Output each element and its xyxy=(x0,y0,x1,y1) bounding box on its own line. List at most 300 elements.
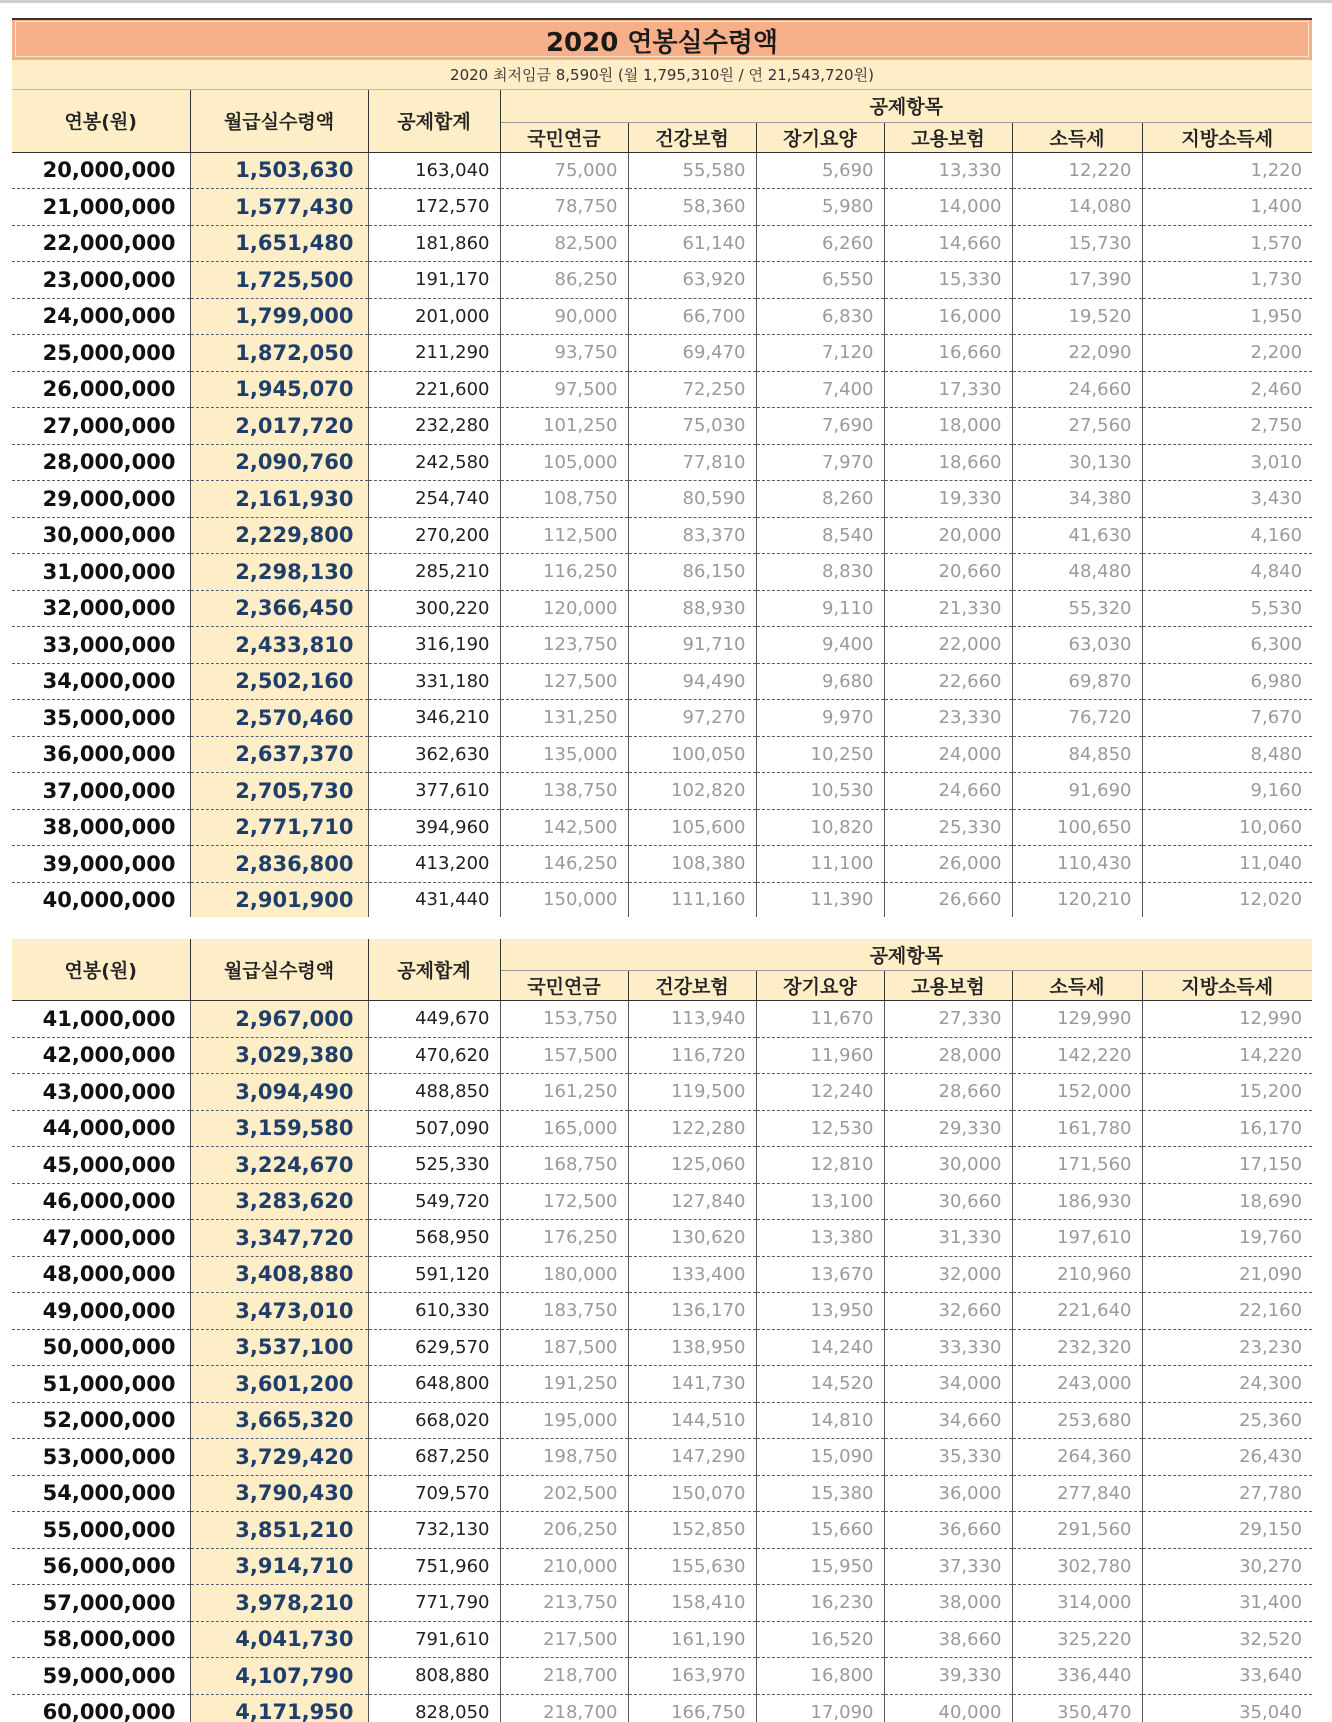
pension-cell: 116,250 xyxy=(500,554,628,591)
income-tax-cell: 152,000 xyxy=(1012,1074,1142,1111)
deduction-total-cell: 172,570 xyxy=(368,189,500,226)
health-cell: 119,500 xyxy=(628,1074,756,1111)
income-tax-cell: 314,000 xyxy=(1012,1585,1142,1622)
local-tax-cell: 5,530 xyxy=(1142,590,1312,627)
local-tax-cell: 7,670 xyxy=(1142,700,1312,737)
deduction-total-cell: 163,040 xyxy=(368,152,500,189)
deduction-total-cell: 828,050 xyxy=(368,1694,500,1722)
longterm-care-cell: 8,540 xyxy=(756,517,884,554)
health-cell: 163,970 xyxy=(628,1658,756,1695)
pension-cell: 146,250 xyxy=(500,846,628,883)
income-tax-cell: 232,320 xyxy=(1012,1329,1142,1366)
longterm-care-cell: 15,950 xyxy=(756,1548,884,1585)
pension-cell: 150,000 xyxy=(500,882,628,917)
deduction-total-cell: 211,290 xyxy=(368,335,500,372)
monthly-net-cell: 3,224,670 xyxy=(190,1147,368,1184)
income-tax-cell: 55,320 xyxy=(1012,590,1142,627)
health-cell: 141,730 xyxy=(628,1366,756,1403)
salary-cell: 36,000,000 xyxy=(12,736,190,773)
employment-cell: 34,660 xyxy=(884,1402,1012,1439)
salary-cell: 32,000,000 xyxy=(12,590,190,627)
monthly-net-cell: 3,473,010 xyxy=(190,1293,368,1330)
table-row xyxy=(12,481,1312,518)
local-tax-cell: 31,400 xyxy=(1142,1585,1312,1622)
health-cell: 66,700 xyxy=(628,298,756,335)
health-cell: 91,710 xyxy=(628,627,756,664)
health-cell: 111,160 xyxy=(628,882,756,917)
income-tax-cell: 48,480 xyxy=(1012,554,1142,591)
table-row xyxy=(12,1694,1312,1722)
pension-cell: 86,250 xyxy=(500,262,628,299)
header-item: 지방소득세 xyxy=(1142,971,1312,1001)
longterm-care-cell: 10,530 xyxy=(756,773,884,810)
monthly-net-cell: 1,725,500 xyxy=(190,262,368,299)
health-cell: 133,400 xyxy=(628,1256,756,1293)
monthly-net-cell: 1,577,430 xyxy=(190,189,368,226)
table-row xyxy=(12,152,1312,189)
employment-cell: 32,000 xyxy=(884,1256,1012,1293)
income-tax-cell: 129,990 xyxy=(1012,1001,1142,1038)
deduction-total-cell: 449,670 xyxy=(368,1001,500,1038)
table-row xyxy=(12,225,1312,262)
salary-cell: 48,000,000 xyxy=(12,1256,190,1293)
header-monthly: 월급실수령액 xyxy=(190,90,368,152)
deduction-total-cell: 270,200 xyxy=(368,517,500,554)
monthly-net-cell: 1,945,070 xyxy=(190,371,368,408)
local-tax-cell: 30,270 xyxy=(1142,1548,1312,1585)
employment-cell: 34,000 xyxy=(884,1366,1012,1403)
income-tax-cell: 325,220 xyxy=(1012,1621,1142,1658)
salary-cell: 22,000,000 xyxy=(12,225,190,262)
header-item: 장기요양 xyxy=(756,122,884,152)
longterm-care-cell: 15,660 xyxy=(756,1512,884,1549)
salary-cell: 29,000,000 xyxy=(12,481,190,518)
deduction-total-cell: 687,250 xyxy=(368,1439,500,1476)
deduction-total-cell: 791,610 xyxy=(368,1621,500,1658)
local-tax-cell: 12,020 xyxy=(1239,888,1303,910)
local-tax-cell: 4,840 xyxy=(1142,554,1312,591)
monthly-net-cell: 2,570,460 xyxy=(190,700,368,737)
salary-cell: 45,000,000 xyxy=(12,1147,190,1184)
deduction-total-cell: 221,600 xyxy=(368,371,500,408)
longterm-care-cell: 11,100 xyxy=(756,846,884,883)
salary-cell: 20,000,000 xyxy=(12,152,190,189)
table-row xyxy=(12,773,1312,810)
deduction-total-cell: 507,090 xyxy=(368,1110,500,1147)
health-cell: 150,070 xyxy=(628,1475,756,1512)
health-cell: 108,380 xyxy=(628,846,756,883)
employment-cell: 38,660 xyxy=(884,1621,1012,1658)
monthly-net-cell: 2,161,930 xyxy=(190,481,368,518)
deduction-total-cell: 331,180 xyxy=(368,663,500,700)
pension-cell: 168,750 xyxy=(500,1147,628,1184)
local-tax-cell: 1,220 xyxy=(1142,152,1312,189)
salary-cell: 37,000,000 xyxy=(12,773,190,810)
health-cell: 88,930 xyxy=(628,590,756,627)
table-row xyxy=(12,554,1312,591)
monthly-net-cell: 2,366,450 xyxy=(190,590,368,627)
longterm-care-cell: 14,810 xyxy=(756,1402,884,1439)
salary-cell: 60,000,000 xyxy=(12,1694,190,1722)
monthly-net-cell: 3,537,100 xyxy=(190,1329,368,1366)
table-row xyxy=(12,846,1312,883)
pension-cell: 161,250 xyxy=(500,1074,628,1111)
income-tax-cell: 302,780 xyxy=(1012,1548,1142,1585)
salary-cell: 24,000,000 xyxy=(12,298,190,335)
table-row xyxy=(12,700,1312,737)
table-row xyxy=(12,1147,1312,1184)
employment-cell: 37,330 xyxy=(884,1548,1012,1585)
employment-cell: 33,330 xyxy=(884,1329,1012,1366)
pension-cell: 218,700 xyxy=(500,1694,628,1722)
health-cell: 55,580 xyxy=(628,152,756,189)
longterm-care-cell: 13,380 xyxy=(756,1220,884,1257)
monthly-net-cell: 3,978,210 xyxy=(190,1585,368,1622)
health-cell: 125,060 xyxy=(628,1147,756,1184)
pension-cell: 78,750 xyxy=(500,189,628,226)
monthly-net-cell: 3,851,210 xyxy=(190,1512,368,1549)
pension-cell: 82,500 xyxy=(500,225,628,262)
salary-cell: 54,000,000 xyxy=(12,1475,190,1512)
longterm-care-cell: 6,830 xyxy=(756,298,884,335)
pension-cell: 101,250 xyxy=(500,408,628,445)
pension-cell: 112,500 xyxy=(500,517,628,554)
pension-cell: 206,250 xyxy=(500,1512,628,1549)
income-tax-cell: 63,030 xyxy=(1012,627,1142,664)
health-cell: 69,470 xyxy=(628,335,756,372)
monthly-net-cell: 2,229,800 xyxy=(190,517,368,554)
longterm-care-cell: 13,100 xyxy=(756,1183,884,1220)
income-tax-cell: 277,840 xyxy=(1012,1475,1142,1512)
income-tax-cell: 186,930 xyxy=(1012,1183,1142,1220)
health-cell: 102,820 xyxy=(628,773,756,810)
employment-cell: 40,000 xyxy=(884,1694,1012,1722)
longterm-care-cell: 7,970 xyxy=(756,444,884,481)
health-cell: 75,030 xyxy=(628,408,756,445)
deduction-total-cell: 568,950 xyxy=(368,1220,500,1257)
deduction-total-cell: 242,580 xyxy=(368,444,500,481)
header-item: 고용보험 xyxy=(884,122,1012,152)
local-tax-cell: 6,980 xyxy=(1142,663,1312,700)
sheet-subtitle: 2020 최저임금 8,590원 (월 1,795,310원 / 연 21,543,720원) xyxy=(12,60,1312,90)
table-row xyxy=(12,1293,1312,1330)
deduction-total-cell: 316,190 xyxy=(368,627,500,664)
health-cell: 63,920 xyxy=(628,262,756,299)
header-item: 장기요양 xyxy=(756,971,884,1001)
income-tax-cell: 17,390 xyxy=(1012,262,1142,299)
monthly-net-cell: 4,041,730 xyxy=(190,1621,368,1658)
salary-cell: 52,000,000 xyxy=(12,1402,190,1439)
local-tax-cell: 12,990 xyxy=(1142,1001,1312,1038)
employment-cell: 35,330 xyxy=(884,1439,1012,1476)
table-row xyxy=(12,1585,1312,1622)
salary-cell: 40,000,000 xyxy=(12,882,190,917)
income-tax-cell: 24,660 xyxy=(1012,371,1142,408)
employment-cell: 17,330 xyxy=(884,371,1012,408)
employment-cell: 28,000 xyxy=(884,1037,1012,1074)
header-item: 건강보험 xyxy=(628,122,756,152)
table-row xyxy=(12,335,1312,372)
table-row xyxy=(12,882,1312,917)
income-tax-cell: 110,430 xyxy=(1012,846,1142,883)
local-tax-cell: 33,640 xyxy=(1142,1658,1312,1695)
local-tax-cell: 3,010 xyxy=(1142,444,1312,481)
salary-table-1 xyxy=(12,90,1312,917)
pension-cell: 172,500 xyxy=(500,1183,628,1220)
employment-cell: 36,000 xyxy=(884,1475,1012,1512)
longterm-care-cell: 16,520 xyxy=(756,1621,884,1658)
employment-cell: 14,660 xyxy=(884,225,1012,262)
salary-cell: 51,000,000 xyxy=(12,1366,190,1403)
table-row xyxy=(12,1366,1312,1403)
local-tax-cell: 24,300 xyxy=(1142,1366,1312,1403)
local-tax-cell: 21,090 xyxy=(1142,1256,1312,1293)
employment-cell: 30,000 xyxy=(884,1147,1012,1184)
local-tax-cell: 23,230 xyxy=(1142,1329,1312,1366)
employment-cell: 18,660 xyxy=(884,444,1012,481)
local-tax-cell: 2,460 xyxy=(1142,371,1312,408)
longterm-care-cell: 9,110 xyxy=(756,590,884,627)
longterm-care-cell: 8,830 xyxy=(756,554,884,591)
health-cell: 72,250 xyxy=(628,371,756,408)
employment-cell: 19,330 xyxy=(884,481,1012,518)
income-tax-cell: 76,720 xyxy=(1012,700,1142,737)
table-row xyxy=(12,517,1312,554)
income-tax-cell: 161,780 xyxy=(1012,1110,1142,1147)
income-tax-cell: 69,870 xyxy=(1012,663,1142,700)
health-cell: 136,170 xyxy=(628,1293,756,1330)
employment-cell: 29,330 xyxy=(884,1110,1012,1147)
monthly-net-cell: 2,901,900 xyxy=(190,882,368,917)
employment-cell: 32,660 xyxy=(884,1293,1012,1330)
table-row xyxy=(12,371,1312,408)
header-monthly: 월급실수령액 xyxy=(190,939,368,1001)
deduction-total-cell: 181,860 xyxy=(368,225,500,262)
monthly-net-cell: 3,347,720 xyxy=(190,1220,368,1257)
income-tax-cell: 91,690 xyxy=(1012,773,1142,810)
sheet-title: 2020 연봉실수령액 xyxy=(12,18,1312,60)
header-item: 지방소득세 xyxy=(1142,122,1312,152)
longterm-care-cell: 7,120 xyxy=(756,335,884,372)
health-cell: 80,590 xyxy=(628,481,756,518)
local-tax-cell: 19,760 xyxy=(1142,1220,1312,1257)
monthly-net-cell: 3,790,430 xyxy=(190,1475,368,1512)
local-tax-cell: 1,730 xyxy=(1142,262,1312,299)
pension-cell: 187,500 xyxy=(500,1329,628,1366)
salary-cell: 27,000,000 xyxy=(12,408,190,445)
longterm-care-cell: 17,090 xyxy=(756,1694,884,1722)
health-cell: 166,750 xyxy=(628,1694,756,1722)
employment-cell: 24,000 xyxy=(884,736,1012,773)
local-tax-cell: 1,950 xyxy=(1142,298,1312,335)
table-row xyxy=(12,1074,1312,1111)
deduction-total-cell: 648,800 xyxy=(368,1366,500,1403)
salary-cell: 56,000,000 xyxy=(12,1548,190,1585)
pension-cell: 131,250 xyxy=(500,700,628,737)
longterm-care-cell: 9,680 xyxy=(756,663,884,700)
local-tax-cell: 18,690 xyxy=(1142,1183,1312,1220)
pension-cell: 138,750 xyxy=(500,773,628,810)
deduction-total-cell: 285,210 xyxy=(368,554,500,591)
income-tax-cell: 22,090 xyxy=(1012,335,1142,372)
monthly-net-cell: 3,094,490 xyxy=(190,1074,368,1111)
table-row xyxy=(12,1512,1312,1549)
longterm-care-cell: 6,550 xyxy=(756,262,884,299)
longterm-care-cell: 7,690 xyxy=(756,408,884,445)
header-item: 국민연금 xyxy=(500,122,628,152)
header-item: 고용보험 xyxy=(884,971,1012,1001)
pension-cell: 108,750 xyxy=(500,481,628,518)
pension-cell: 123,750 xyxy=(500,627,628,664)
header-salary: 연봉(원) xyxy=(12,90,190,152)
employment-cell: 39,330 xyxy=(884,1658,1012,1695)
monthly-net-cell: 3,914,710 xyxy=(190,1548,368,1585)
table-row xyxy=(12,1110,1312,1147)
monthly-net-cell: 4,107,790 xyxy=(190,1658,368,1695)
deduction-total-cell: 201,000 xyxy=(368,298,500,335)
deduction-total-cell: 413,200 xyxy=(368,846,500,883)
table-row xyxy=(12,1658,1312,1695)
employment-cell: 25,330 xyxy=(884,809,1012,846)
deduction-total-cell: 629,570 xyxy=(368,1329,500,1366)
local-tax-cell: 32,520 xyxy=(1142,1621,1312,1658)
health-cell: 61,140 xyxy=(628,225,756,262)
employment-cell: 13,330 xyxy=(884,152,1012,189)
monthly-net-cell: 3,159,580 xyxy=(190,1110,368,1147)
income-tax-cell: 142,220 xyxy=(1012,1037,1142,1074)
local-tax-cell: 10,060 xyxy=(1142,809,1312,846)
monthly-net-cell: 2,017,720 xyxy=(190,408,368,445)
monthly-net-cell: 2,637,370 xyxy=(190,736,368,773)
local-tax-cell: 29,150 xyxy=(1142,1512,1312,1549)
table-row xyxy=(12,1183,1312,1220)
salary-cell: 31,000,000 xyxy=(12,554,190,591)
income-tax-cell: 336,440 xyxy=(1012,1658,1142,1695)
employment-cell: 20,000 xyxy=(884,517,1012,554)
employment-cell: 26,660 xyxy=(884,882,1012,917)
salary-cell: 34,000,000 xyxy=(12,663,190,700)
local-tax-cell: 25,360 xyxy=(1142,1402,1312,1439)
income-tax-cell: 41,630 xyxy=(1012,517,1142,554)
local-tax-cell: 16,170 xyxy=(1142,1110,1312,1147)
header-item: 건강보험 xyxy=(628,971,756,1001)
employment-cell: 38,000 xyxy=(884,1585,1012,1622)
health-cell: 83,370 xyxy=(628,517,756,554)
health-cell: 138,950 xyxy=(628,1329,756,1366)
local-tax-cell: 1,570 xyxy=(1142,225,1312,262)
table-row xyxy=(12,663,1312,700)
salary-cell: 23,000,000 xyxy=(12,262,190,299)
longterm-care-cell: 12,810 xyxy=(756,1147,884,1184)
longterm-care-cell: 8,260 xyxy=(756,481,884,518)
table-row xyxy=(12,1256,1312,1293)
table-2-body xyxy=(12,1001,1312,1722)
salary-cell: 59,000,000 xyxy=(12,1658,190,1695)
pension-cell: 176,250 xyxy=(500,1220,628,1257)
header-item: 소득세 xyxy=(1012,122,1142,152)
employment-cell: 26,000 xyxy=(884,846,1012,883)
health-cell: 116,720 xyxy=(628,1037,756,1074)
salary-cell: 33,000,000 xyxy=(12,627,190,664)
salary-cell: 58,000,000 xyxy=(12,1621,190,1658)
health-cell: 105,600 xyxy=(628,809,756,846)
table-row xyxy=(12,298,1312,335)
health-cell: 127,840 xyxy=(628,1183,756,1220)
income-tax-cell: 15,730 xyxy=(1012,225,1142,262)
header-group: 공제항목 xyxy=(500,939,1312,971)
local-tax-cell: 8,480 xyxy=(1142,736,1312,773)
deduction-total-cell: 232,280 xyxy=(368,408,500,445)
local-tax-cell: 14,220 xyxy=(1142,1037,1312,1074)
pension-cell: 213,750 xyxy=(500,1585,628,1622)
pension-cell: 217,500 xyxy=(500,1621,628,1658)
health-cell: 147,290 xyxy=(628,1439,756,1476)
deduction-total-cell: 525,330 xyxy=(368,1147,500,1184)
local-tax-cell: 6,300 xyxy=(1142,627,1312,664)
pension-cell: 75,000 xyxy=(500,152,628,189)
local-tax-cell: 3,430 xyxy=(1142,481,1312,518)
longterm-care-cell: 15,090 xyxy=(756,1439,884,1476)
deduction-total-cell: 771,790 xyxy=(368,1585,500,1622)
income-tax-cell: 100,650 xyxy=(1012,809,1142,846)
employment-cell: 22,660 xyxy=(884,663,1012,700)
income-tax-cell: 171,560 xyxy=(1012,1147,1142,1184)
employment-cell: 14,000 xyxy=(884,189,1012,226)
pension-cell: 105,000 xyxy=(500,444,628,481)
table-row xyxy=(12,590,1312,627)
income-tax-cell: 30,130 xyxy=(1012,444,1142,481)
longterm-care-cell: 7,400 xyxy=(756,371,884,408)
table-row xyxy=(12,1548,1312,1585)
salary-cell: 41,000,000 xyxy=(12,1001,190,1038)
employment-cell: 18,000 xyxy=(884,408,1012,445)
income-tax-cell: 27,560 xyxy=(1012,408,1142,445)
local-tax-cell: 22,160 xyxy=(1142,1293,1312,1330)
monthly-net-cell: 1,503,630 xyxy=(190,152,368,189)
longterm-care-cell: 12,240 xyxy=(756,1074,884,1111)
employment-cell: 20,660 xyxy=(884,554,1012,591)
pension-cell: 97,500 xyxy=(500,371,628,408)
employment-cell: 27,330 xyxy=(884,1001,1012,1038)
employment-cell: 23,330 xyxy=(884,700,1012,737)
longterm-care-cell: 11,390 xyxy=(756,882,884,917)
table-1-body xyxy=(12,152,1312,917)
table-row xyxy=(12,444,1312,481)
health-cell: 86,150 xyxy=(628,554,756,591)
monthly-net-cell: 1,872,050 xyxy=(190,335,368,372)
salary-cell: 43,000,000 xyxy=(12,1074,190,1111)
deduction-total-cell: 254,740 xyxy=(368,481,500,518)
salary-cell: 46,000,000 xyxy=(12,1183,190,1220)
salary-cell: 28,000,000 xyxy=(12,444,190,481)
health-cell: 152,850 xyxy=(628,1512,756,1549)
health-cell: 161,190 xyxy=(628,1621,756,1658)
employment-cell: 22,000 xyxy=(884,627,1012,664)
health-cell: 144,510 xyxy=(628,1402,756,1439)
monthly-net-cell: 3,283,620 xyxy=(190,1183,368,1220)
income-tax-cell: 243,000 xyxy=(1012,1366,1142,1403)
salary-sheet xyxy=(12,18,1312,1722)
longterm-care-cell: 14,240 xyxy=(756,1329,884,1366)
employment-cell: 30,660 xyxy=(884,1183,1012,1220)
health-cell: 155,630 xyxy=(628,1548,756,1585)
table-row xyxy=(12,1220,1312,1257)
monthly-net-cell: 4,171,950 xyxy=(190,1694,368,1722)
longterm-care-cell: 15,380 xyxy=(756,1475,884,1512)
table-row xyxy=(12,1621,1312,1658)
income-tax-cell: 221,640 xyxy=(1012,1293,1142,1330)
income-tax-cell: 264,360 xyxy=(1012,1439,1142,1476)
